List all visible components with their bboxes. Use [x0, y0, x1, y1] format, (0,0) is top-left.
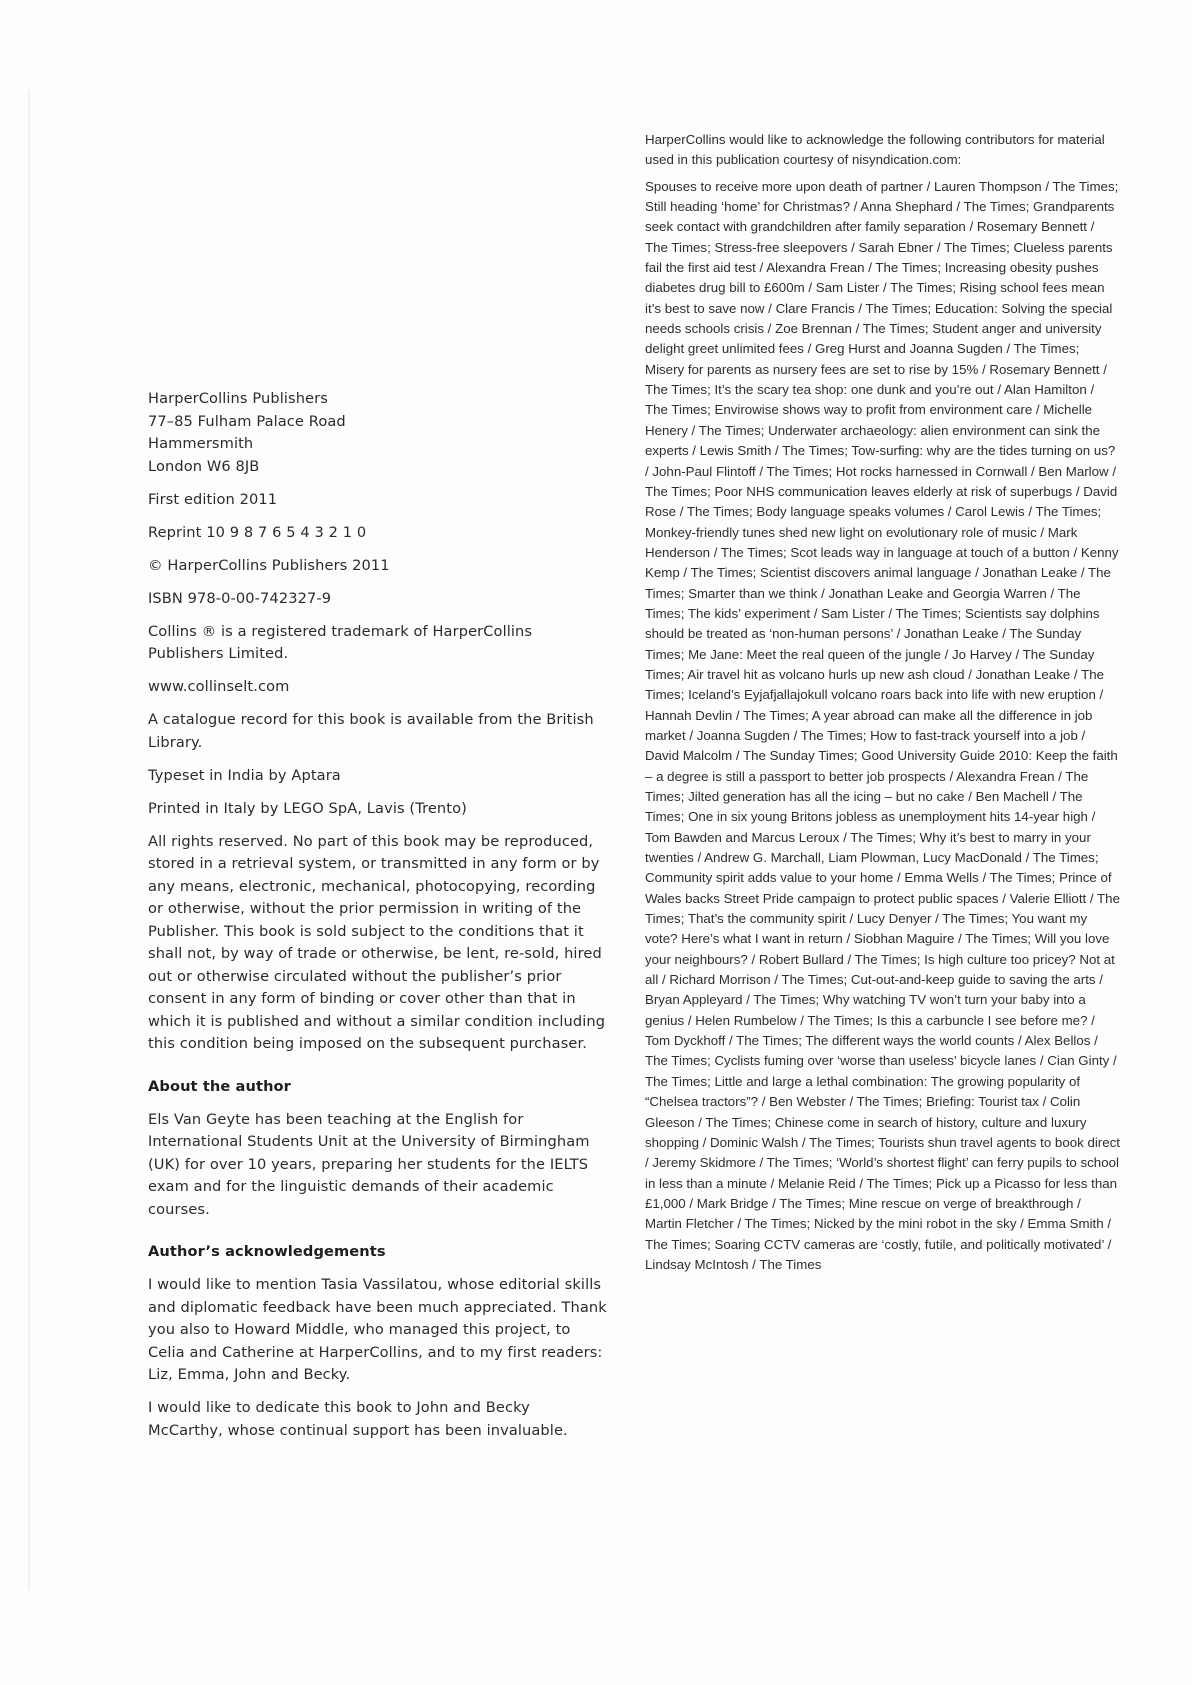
first-edition: First edition 2011 [148, 490, 278, 508]
acknowledgements-text: I would like to mention Tasia Vassilatou, whose editorial skills and diplomatic feedback have been much appreciated. Thank you also to Howard Middle, who managed this project, to Celia and Catherine at HarperCollins, and to my first readers: Liz, Emma, John and Becky. [148, 1276, 607, 1384]
address-line: HarperCollins Publishers [148, 390, 328, 407]
reprint-line: Reprint 10 9 8 7 6 5 4 3 2 1 0 [148, 523, 367, 541]
typeset-line: Typeset in India by Aptara [148, 766, 341, 784]
contributors-column [645, 130, 1120, 1275]
copyright-notice: © HarperCollins Publishers 2011 [148, 556, 390, 574]
rights-notice: All rights reserved. No part of this book may be reproduced, stored in a retrieval system, or transmitted in any form or by any means, electronic, mechanical, photocopying, recording or otherwise, without the prior permission in writing of the Publisher. This book is sold subject to the conditions that it shall not, by way of trade or otherwise, be lent, re-sold, hired out or otherwise circulated without the publisher’s prior consent in any form of binding or cover other than that in which it is published and without a similar condition including this condition being imposed on the subsequent purchaser. [148, 832, 606, 1053]
catalogue-notice: A catalogue record for this book is available from the British Library. [148, 711, 594, 751]
publisher-address [148, 388, 608, 478]
acknowledgements-heading: Author’s acknowledgements [148, 1243, 386, 1261]
about-author-text: Els Van Geyte has been teaching at the English for International Students Unit at the University of Birmingham (UK) for over 10 years, preparing her students for the IELTS exam and for the linguistic demands of their academic courses. [148, 1110, 590, 1218]
scan-edge [28, 90, 30, 1590]
imprint-column [148, 388, 608, 1453]
acknowledgements-section [148, 1241, 608, 1442]
dedication-text: I would like to dedicate this book to John and Becky McCarthy, whose continual support has been invaluable. [148, 1399, 568, 1439]
address-line: 77–85 Fulham Palace Road [148, 412, 346, 430]
printed-line: Printed in Italy by LEGO SpA, Lavis (Trento) [148, 799, 467, 817]
address-line: Hammersmith [148, 435, 254, 453]
website-link[interactable]: www.collinselt.com [148, 678, 290, 696]
contributors-intro: HarperCollins would like to acknowledge the following contributors for material used in this publication courtesy of nisyndication.com: [645, 132, 1105, 168]
isbn: ISBN 978-0-00-742327-9 [148, 589, 332, 607]
about-author-heading: About the author [148, 1077, 291, 1095]
about-author-section [148, 1076, 608, 1222]
address-line: London W6 8JB [148, 457, 260, 475]
trademark-notice: Collins ® is a registered trademark of HarperCollins Publishers Limited. [148, 622, 533, 663]
contributors-credits: Spouses to receive more upon death of partner / Lauren Thompson / The Times; Still heading ‘home’ for Christmas? / Anna Shephard / The Times; Grandparents seek contact with grandchildren after family separation / Rosemary Bennett / The Times; Stress-free sleepovers / Sarah Ebner / The Times; Clueless parents fail the first aid test / Alexandra Frean / The Times; Increasing obesity pushes diabetes drug bill to £600m / Sam Lister / The Times; Rising school fees mean it’s best to save now / Clare Francis / The Times; Education: Solving the special needs schools crisis / Zoe Brennan / The Times; Student anger and university delight greet unlimited fees / Greg Hurst and Joanna Sugden / The Times; Misery for parents as nursery fees are set to rise by 15% / Rosemary Bennett / The Times; It’s the scary tea shop: one dunk and you’re out / Alan Hamilton / The Times; Envirowise shows way to profit from environment care / Michelle Henery / The Times; Underwater archaeology: alien environment can sink the experts / Lewis Smith / The Times; Tow-surfing: why are the tides turning on us? / John-Paul Flintoff / The Times; Hot rocks harnessed in Cornwall / Ben Marlow / The Times; Poor NHS communication leaves elderly at risk of superbugs / David Rose / The Times; Body language speaks volumes / Carol Lewis / The Times; Monkey-friendly tunes shed new light on evolutionary role of music / Mark Henderson / The Times; Scot leads way in language at touch of a button / Kenny Kemp / The Times; Scientist discovers animal language / Jonathan Leake / The Times; Smarter than we think / Jonathan Leake and Georgia Warren / The Times; The kids’ experiment / Sam Lister / The Times; Scientists say dolphins should be treated as ‘non-human persons’ / Jonathan Leake / The Sunday Times; Me Jane: Meet the real queen of the jungle / Jo Harvey / The Sunday Times; Air travel hit as volcano hurls up new ash cloud / Jonathan Leake / The Times; Iceland’s Eyjafjallajokull volcano roars back into life with new eruption / Hannah Devlin / The Times; A year abroad can make all the difference in job market / Joanna Sugden / The Times; How to fast-track yourself into a job / David Malcolm / The Sunday Times; Good University Guide 2010: Keep the faith – a degree is still a passport to better job prospects / Alexandra Frean / The Times; Jilted generation has all the icing – but no cake / Ben Machell / The Times; One in six young Britons jobless as unemployment hits 14-year high / Tom Bawden and Marcus Leroux / The Times; Why it’s best to marry in your twenties / Andrew G. Marchall, Liam Plowman, Lucy MacDonald / The Times; Community spirit adds value to your home / Emma Wells / The Times; Prince of Wales backs Street Pride campaign to protect public spaces / Valerie Elliott / The Times; That’s the community spirit / Lucy Denyer / The Times; You want my vote? Here’s what I want in return / Siobhan Maguire / The Times; Will you love your neighbours? / Robert Bullard / The Times; Is high culture too pricey? Not at all / Richard Morrison / The Times; Cut-out-and-keep guide to saving the arts / Bryan Appleyard / The Times; Why watching TV won’t turn your baby into a genius / Helen Rumbelow / The Times; Is this a carbuncle I see before me? / Tom Dyckhoff / The Times; The different ways the world counts / Alex Bellos / The Times; Cyclists fuming over ‘worse than useless’ bicycle lanes / Cian Ginty / The Times; Little and large a lethal combination: The growing popularity of “Chelsea tractors”? / Ben Webster / The Times; Briefing: Tourist tax / Colin Gleeson / The Times; Chinese come in search of history, culture and luxury shopping / Dominic Walsh / The Times; Tourists shun travel agents to book direct / Jeremy Skidmore / The Times; ‘World’s shortest flight’ can ferry pupils to school in less than a minute / Melanie Reid / The Times; Pick up a Picasso for less than £1,000 / Mark Bridge / The Times; Mine rescue on verge of breakthrough / Martin Fletcher / The Times; Nicked by the mini robot in the sky / Emma Smith / The Times; Soaring CCTV cameras are ‘costly, futile, and politically motivated’ / Lindsay McIntosh / The Times [645, 178, 1120, 1272]
